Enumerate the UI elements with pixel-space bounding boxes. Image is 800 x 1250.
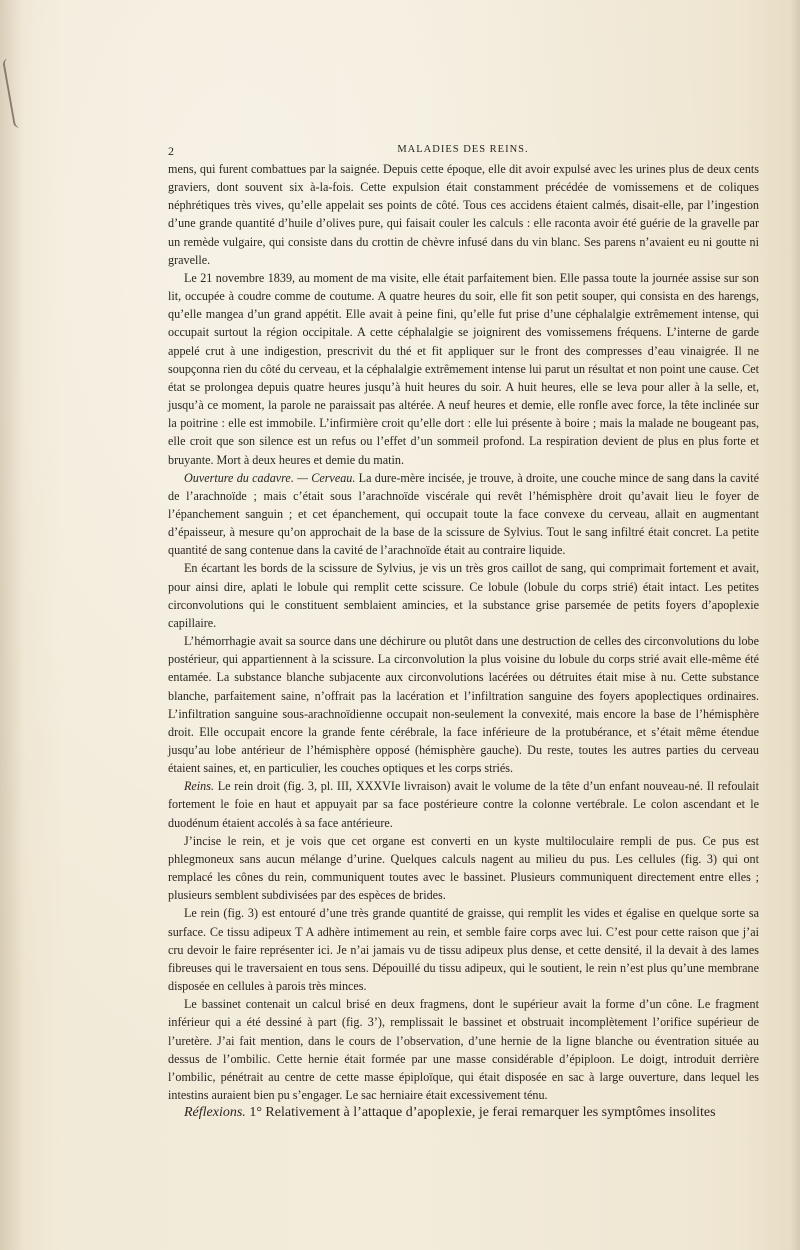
- paragraph-6: [168, 777, 759, 831]
- paragraph-8: Le rein (fig. 3) est entouré d’une très grande quantité de graisse, qui remplit les vides et égalise en quelque sorte sa surface. Ce tissu adipeux T A adhère intimement au rein, et semble faire corps avec lui. C’est pour cette raison que j’ai cru devoir le faire représenter ici. Je n’ai jamais vu de tissu adipeux plus dense, et cette densité, il la devait à des lames fibreuses qui le traversaient en tous sens. Dépouillé du tissu adipeux, qui le soutient, le rein n’est plus qu’une membrane disposée en cellules à parois très minces.: [168, 906, 759, 994]
- paragraph-10: [168, 1104, 759, 1122]
- running-head: MALADIES DES REINS.: [397, 144, 529, 155]
- paragraph-1: mens, qui furent combattues par la saignée. Depuis cette époque, elle dit avoir expulsé avec les urines plus de deux cents graviers, dont souvent six à-la-fois. Cette expulsion était constamment précédée de vomissemens et de coliques néphrétiques très vives, qu’elle appelait ses points de côté. Tous ces accidens étaient calmés, disait-elle, par l’ingestion d’une grande quantité d’huile d’olives pure, qui faisait couler les calculs : elle raconta avoir été guérie de la gravelle par un remède vulgaire, qui consiste dans du crottin de chèvre infusé dans du vin blanc. Ses parens n’avaient eu ni goutte ni gravelle.: [168, 162, 759, 267]
- section-heading-autopsy: Ouverture du cadavre. — Cerveau.: [184, 470, 356, 485]
- paragraph-4: En écartant les bords de la scissure de Sylvius, je vis un très gros caillot de sang, qui comprimait fortement et avait, pour ainsi dire, aplati le lobule qui remplit cette scissure. Ce lobule (lobule du corps strié) était intact. Les petites circonvolutions qui le constituent semblaient amincies, et la substance grise parsemée de petits foyers d’apoplexie capillaire.: [168, 561, 759, 630]
- paragraph-2: Le 21 novembre 1839, au moment de ma visite, elle était parfaitement bien. Elle passa toute la journée assise sur son lit, occupée à coudre comme de coutume. A quatre heures du soir, elle fit son petit souper, qui consista en des harengs, qu’elle mangea d’un grand appétit. Elle avait à peine fini, qu’elle fut prise d’une céphalalgie extrêmement intense, qui occupait surtout la région occipitale. A cette céphalalgie se joignirent des vomissemens fréquens. L’interne de garde appelé crut à une indigestion, prescrivit du thé et fit appliquer sur le front des compresses d’eau vinaigrée. Il ne soupçonna rien du côté du cerveau, et la céphalalgie extrêmement intense lui parut un résultat et non point une cause. Cet état se prolongea depuis quatre heures jusqu’à huit heures du soir. A huit heures, elle se leva pour aller à la selle, et, jusqu’à ce moment, la parole ne paraissait pas altérée. A neuf heures et demie, elle ronfle avec force, la tête inclinée sur la poitrine : elle est immobile. L’infirmière croit qu’elle dort : elle lui présente à boire ; mais la malade ne bougeant pas, elle croit que son silence est un refus ou l’effet d’un sommeil profond. La respiration devient de plus en plus forte et bruyante. Mort à deux heures et demie du matin.: [168, 270, 759, 467]
- body-text: [168, 160, 759, 1122]
- paragraph-9: Le bassinet contenait un calcul brisé en deux fragmens, dont le supérieur avait la forme d’un cône. Le fragment inférieur qui a été dessiné à part (fig. 3’), remplissait le bassinet et obstruait incomplètement l’orifice supérieur de l’uretère. J’ai fait mention, dans le cours de l’observation, d’une hernie de la ligne blanche ou éventration située au dessus de l’ombilic. Cette hernie était formée par une masse considérable d’épiploon. Le doigt, introduit derrière l’ombilic, pénétrait au centre de cette masse épiploïque, qui était disposée en sac à large ouverture, dans lequel les intestins auraient bien pu s’engager. Le sac herniaire était excessivement ténu.: [168, 997, 759, 1102]
- section-heading-kidneys: Reins.: [184, 779, 215, 794]
- paragraph-7: J’incise le rein, et je vois que cet organe est converti en un kyste multiloculaire rempli de pus. Ce pus est phlegmoneux sans aucun mélange d’urine. Quelques calculs nagent au milieu du pus. Les cellules (fig. 3) qui ont remplacé les cônes du rein, communiquent toutes avec le bassinet. Plusieurs communiquent directement entre elles ; plusieurs semblent subdivisées par des espèces de brides.: [168, 833, 759, 903]
- right-page-edge: [790, 0, 800, 1250]
- paragraph-3: [168, 469, 759, 560]
- paragraph-3-text: La dure-mère incisée, je trouve, à droite, une couche mince de sang dans la cavité de l’arachnoïde ; mais c’était sous l’arachnoïde viscérale qui revêt l’hémisphère droit qu’avait lieu le foyer de l’épanchement sanguin ; et cet épanchement, qui occupait toute la face convexe du cerveau, allait en augmentant d’épaisseur, à mesure qu’on approchait de la base de la scissure de Sylvius. Tout le sang infiltré était concret. La petite quantité de sang contenue dans la cavité de l’arachnoïde était au contraire liquide.: [168, 470, 759, 558]
- paragraph-5: L’hémorrhagie avait sa source dans une déchirure ou plutôt dans une destruction de celles des circonvolutions du lobe postérieur, qui appartiennent à la scissure. La circonvolution la plus voisine du lobule du corps strié avait elle-même été entamée. La substance blanche subjacente aux circonvolutions lacérées ou détruites était mise à nu. Cette substance blanche, parfaitement saine, n’offrait pas la lacération et l’infiltration sanguine des foyers apoplectiques ordinaires. L’infiltration sanguine sous-arachnoïdienne occupait non-seulement la convexité, mais encore la base de l’hémisphère droit. Elle occupait encore la grande fente cérébrale, la face inférieure de la protubérance, et s’était même étendue jusqu’au lobe antérieur de l’hémisphère opposé (hémisphère gauche). Du reste, toutes les autres parties du cerveau étaient saines, et, en particulier, les couches optiques et les corps striés.: [168, 634, 759, 776]
- spine-shadow: [0, 0, 24, 1250]
- paragraph-6-text: Le rein droit (fig. 3, pl. III, XXXVIe livraison) avait le volume de la tête d’un enfant nouveau-né. Il refoulait fortement le foie en haut et appuyait par sa face postérieure contre la colonne vertébrale. Le colon ascendant et le duodénum étaient accolés à sa face antérieure.: [168, 779, 759, 830]
- section-heading-reflections: Réflexions.: [184, 1105, 246, 1121]
- paragraph-10-text: 1° Relativement à l’attaque d’apoplexie, je ferai remarquer les symptômes insolites: [245, 1105, 716, 1121]
- page-number: 2: [168, 144, 175, 158]
